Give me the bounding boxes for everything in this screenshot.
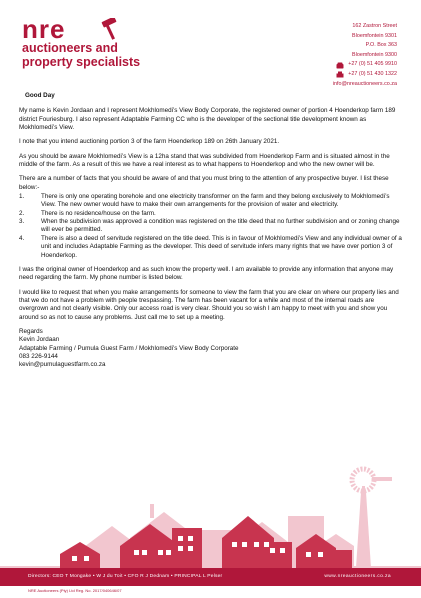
list-number: 3. [19,218,25,226]
logo-line-auctioneers: auctioneers and [22,41,118,55]
list-number: 1. [19,193,25,201]
fax-number: +27 (0) 51 430 1322 [348,70,397,77]
sign-organisation: Adaptable Farming / Pumula Guest Farm / Mokhlomedi’s View Body Corporate [19,344,239,352]
list-item [19,193,403,210]
paragraph: As you should be aware Mokhlomedi’s View is a 12ha stand that was subdivided from Hoenderkop Farm and is situated almost in the middle of the farm. As a result of this we have a real interest as to what happens to Hoenderkop and who the new owner will be. [19,152,390,169]
address-line: P.O. Box 363 [365,42,397,49]
phone-icon [336,62,344,69]
sign-email[interactable]: kevin@pumulaguestfarm.co.za [19,361,106,369]
paragraph: I would like to request that when you make arrangements for someone to view the farm that you are clear on where our property lies and that we do not have a problem with people trespassing. The farm has been vacant for a while and most of the internal roads are overgrown and not clearly visible. Only our access road is very clear. Should you so wish I am happy to meet with you and show you around so as not to cause any problems. Just call me to set up a meeting. [19,288,399,321]
sign-regards: Regards [19,327,43,335]
address-line: Bloemfontein 9301 [352,32,397,39]
address-line: 162 Zastron Street [352,23,397,29]
list-item [19,235,403,260]
company-logo [22,16,242,72]
logo-nre: nre [22,14,66,44]
greeting: Good Day [25,92,55,99]
letter-body [19,92,403,370]
footer-directors: Directors: CEO T Mongake • W J du Toit • CFO R J Dednam • PRINCIPAL L Pelser [28,574,223,579]
footer-website[interactable]: www.nreauctioneers.co.za [324,574,391,579]
sign-name: Kevin Jordaan [19,336,60,344]
list-number: 4. [19,234,25,242]
paragraph: My name is Kevin Jordaan and I represent Mokhlomedi’s View Body Corporate, the registered owner of portion 4 Hoenderkop farm 189 district Fouriesburg. I also represent Adaptable Farming CC who is the developer of the sectional title development known as Mokhlomedi’s View. [19,107,396,132]
email-row [277,80,397,90]
paragraph: There are a number of facts that you should be aware of and that you must bring to the attention of any prospective buyer. I list these below:- [19,175,389,191]
list-text: There is only one operating borehole and one electricity transformer on the farm and they belong exclusively to Mokhlomedi’s View. The new owner would have to make their own arrangements for the provision of water and electricity. [41,193,390,209]
phone-number: +27 (0) 51 405 9910 [348,61,397,68]
email-address[interactable]: info@nreauctioneers.co.za [332,80,397,87]
phone-row [277,60,397,70]
list-item [19,218,403,235]
fax-row [277,70,397,80]
paragraph: I was the original owner of Hoenderkop and as such know the property well. I am available to provide any information that anyone may need regarding the farm. My phone number is listed below. [19,265,394,282]
list-number: 2. [19,209,25,217]
contact-block [277,22,397,89]
fax-icon [336,71,344,78]
facts-list [19,193,403,260]
footer-registration: NRE Auctioneers (Pty) Ltd Reg. No. 2017/040646/07 [28,588,122,593]
skyline-illustration [0,442,421,580]
gavel-icon [94,18,124,40]
address-line: Bloemfontein 9300 [352,51,397,58]
signature-block [19,328,403,370]
paragraph: I note that you intend auctioning portion 3 of the farm Hoenderkop 189 on 26th January 2021. [19,138,280,146]
logo-line-property: property specialists [22,55,141,69]
list-text: There is also a deed of servitude registered on the title deed. This is in favour of Mokhlomedi’s View and any individual owner of a unit and includes Adaptable Farming as the developer. This deed of servitude infers many rights that we have over portion 3 of Hoenderkop. [41,234,402,259]
list-text: There is no residence/house on the farm. [41,209,156,217]
sign-phone: 083 226-9144 [19,352,58,360]
list-item [19,210,403,218]
list-text: When the subdivision was approved a condition was registered on the title deed that no further subdivision and or zoning change will ever be permitted. [41,218,400,234]
